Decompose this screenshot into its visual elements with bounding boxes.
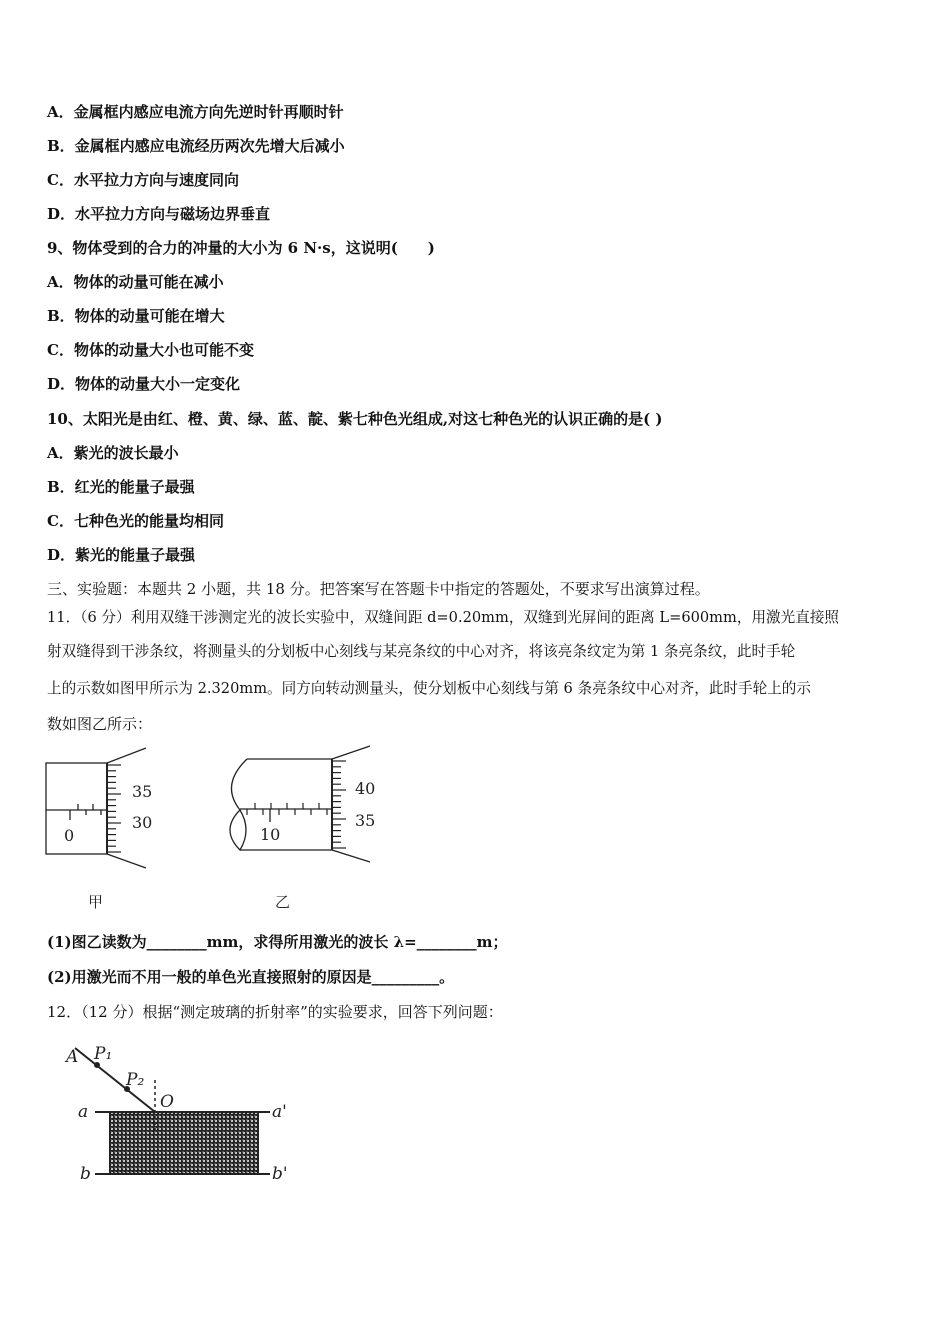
q10-option-c: C．七种色光的能量均相同 bbox=[47, 512, 224, 530]
yi-label-10: 10 bbox=[260, 825, 281, 844]
yi-label-35: 35 bbox=[355, 811, 376, 830]
yi-caption: 乙 bbox=[275, 893, 291, 911]
q8-option-d: D．水平拉力方向与磁场边界垂直 bbox=[47, 205, 271, 223]
label-b-prime: b' bbox=[272, 1164, 288, 1184]
q10-option-d: D．紫光的能量子最强 bbox=[47, 546, 196, 564]
q9-stem: 9、物体受到的合力的冲量的大小为 6 N·s，这说明( ) bbox=[47, 239, 435, 257]
q9-option-d: D．物体的动量大小一定变化 bbox=[47, 375, 241, 393]
q11-sub-2: (2)用激光而不用一般的单色光直接照射的原因是_________。 bbox=[47, 968, 455, 986]
micrometer-figures bbox=[40, 740, 400, 920]
jia-label-0: 0 bbox=[64, 826, 75, 845]
q9-option-b: B．物体的动量可能在增大 bbox=[47, 307, 225, 325]
label-A: A bbox=[66, 1047, 79, 1067]
q11-line-4: 数如图乙所示： bbox=[47, 715, 153, 733]
q8-option-c: C．水平拉力方向与速度同向 bbox=[47, 171, 239, 189]
jia-label-35: 35 bbox=[132, 782, 153, 801]
yi-label-40: 40 bbox=[355, 779, 376, 798]
label-P1: P₁ bbox=[94, 1044, 113, 1064]
q9-option-c: C．物体的动量大小也可能不变 bbox=[47, 341, 254, 359]
q8-option-a: A．金属框内感应电流方向先逆时针再顺时针 bbox=[47, 103, 344, 121]
label-O: O bbox=[160, 1092, 174, 1112]
refraction-figure bbox=[50, 1035, 310, 1190]
q9-option-a: A．物体的动量可能在减小 bbox=[47, 273, 224, 291]
q12-stem: 12．（12 分）根据“测定玻璃的折射率”的实验要求，回答下列问题： bbox=[47, 1003, 503, 1021]
q10-option-b: B．红光的能量子最强 bbox=[47, 478, 195, 496]
label-a-prime: a' bbox=[272, 1102, 287, 1122]
q11-sub-1: (1)图乙读数为________mm，求得所用激光的波长 λ=________m； bbox=[47, 933, 508, 951]
q11-line-3: 上的示数如图甲所示为 2.320mm。同方向转动测量头，使分划板中心刻线与第 6 条亮条纹中心对齐，此时手轮上的示 bbox=[47, 680, 811, 697]
jia-label-30: 30 bbox=[132, 813, 153, 832]
label-P2: P₂ bbox=[126, 1070, 145, 1090]
q11-line-1: 11．（6 分）利用双缝干涉测定光的波长实验中，双缝间距 d=0.20mm，双缝到光屏间的距离 L=600mm，用激光直接照 bbox=[47, 609, 840, 626]
section-3-heading: 三、实验题：本题共 2 小题，共 18 分。把答案写在答题卡中指定的答题处，不要求写出演算过程。 bbox=[47, 580, 710, 598]
micrometer-yi bbox=[230, 746, 375, 911]
label-b: b bbox=[80, 1164, 91, 1184]
label-a: a bbox=[78, 1102, 89, 1122]
q11-line-2: 射双缝得到干涉条纹，将测量头的分划板中心刻线与某亮条纹的中心对齐，将该亮条纹定为第 1 条亮条纹，此时手轮 bbox=[47, 643, 796, 660]
micrometer-jia bbox=[46, 748, 152, 911]
q8-option-b: B．金属框内感应电流经历两次先增大后减小 bbox=[47, 137, 345, 155]
jia-caption: 甲 bbox=[88, 893, 104, 911]
q10-stem: 10、太阳光是由红、橙、黄、绿、蓝、靛、紫七种色光组成,对这七种色光的认识正确的是( ) bbox=[47, 410, 663, 428]
q10-option-a: A．紫光的波长最小 bbox=[47, 444, 179, 462]
